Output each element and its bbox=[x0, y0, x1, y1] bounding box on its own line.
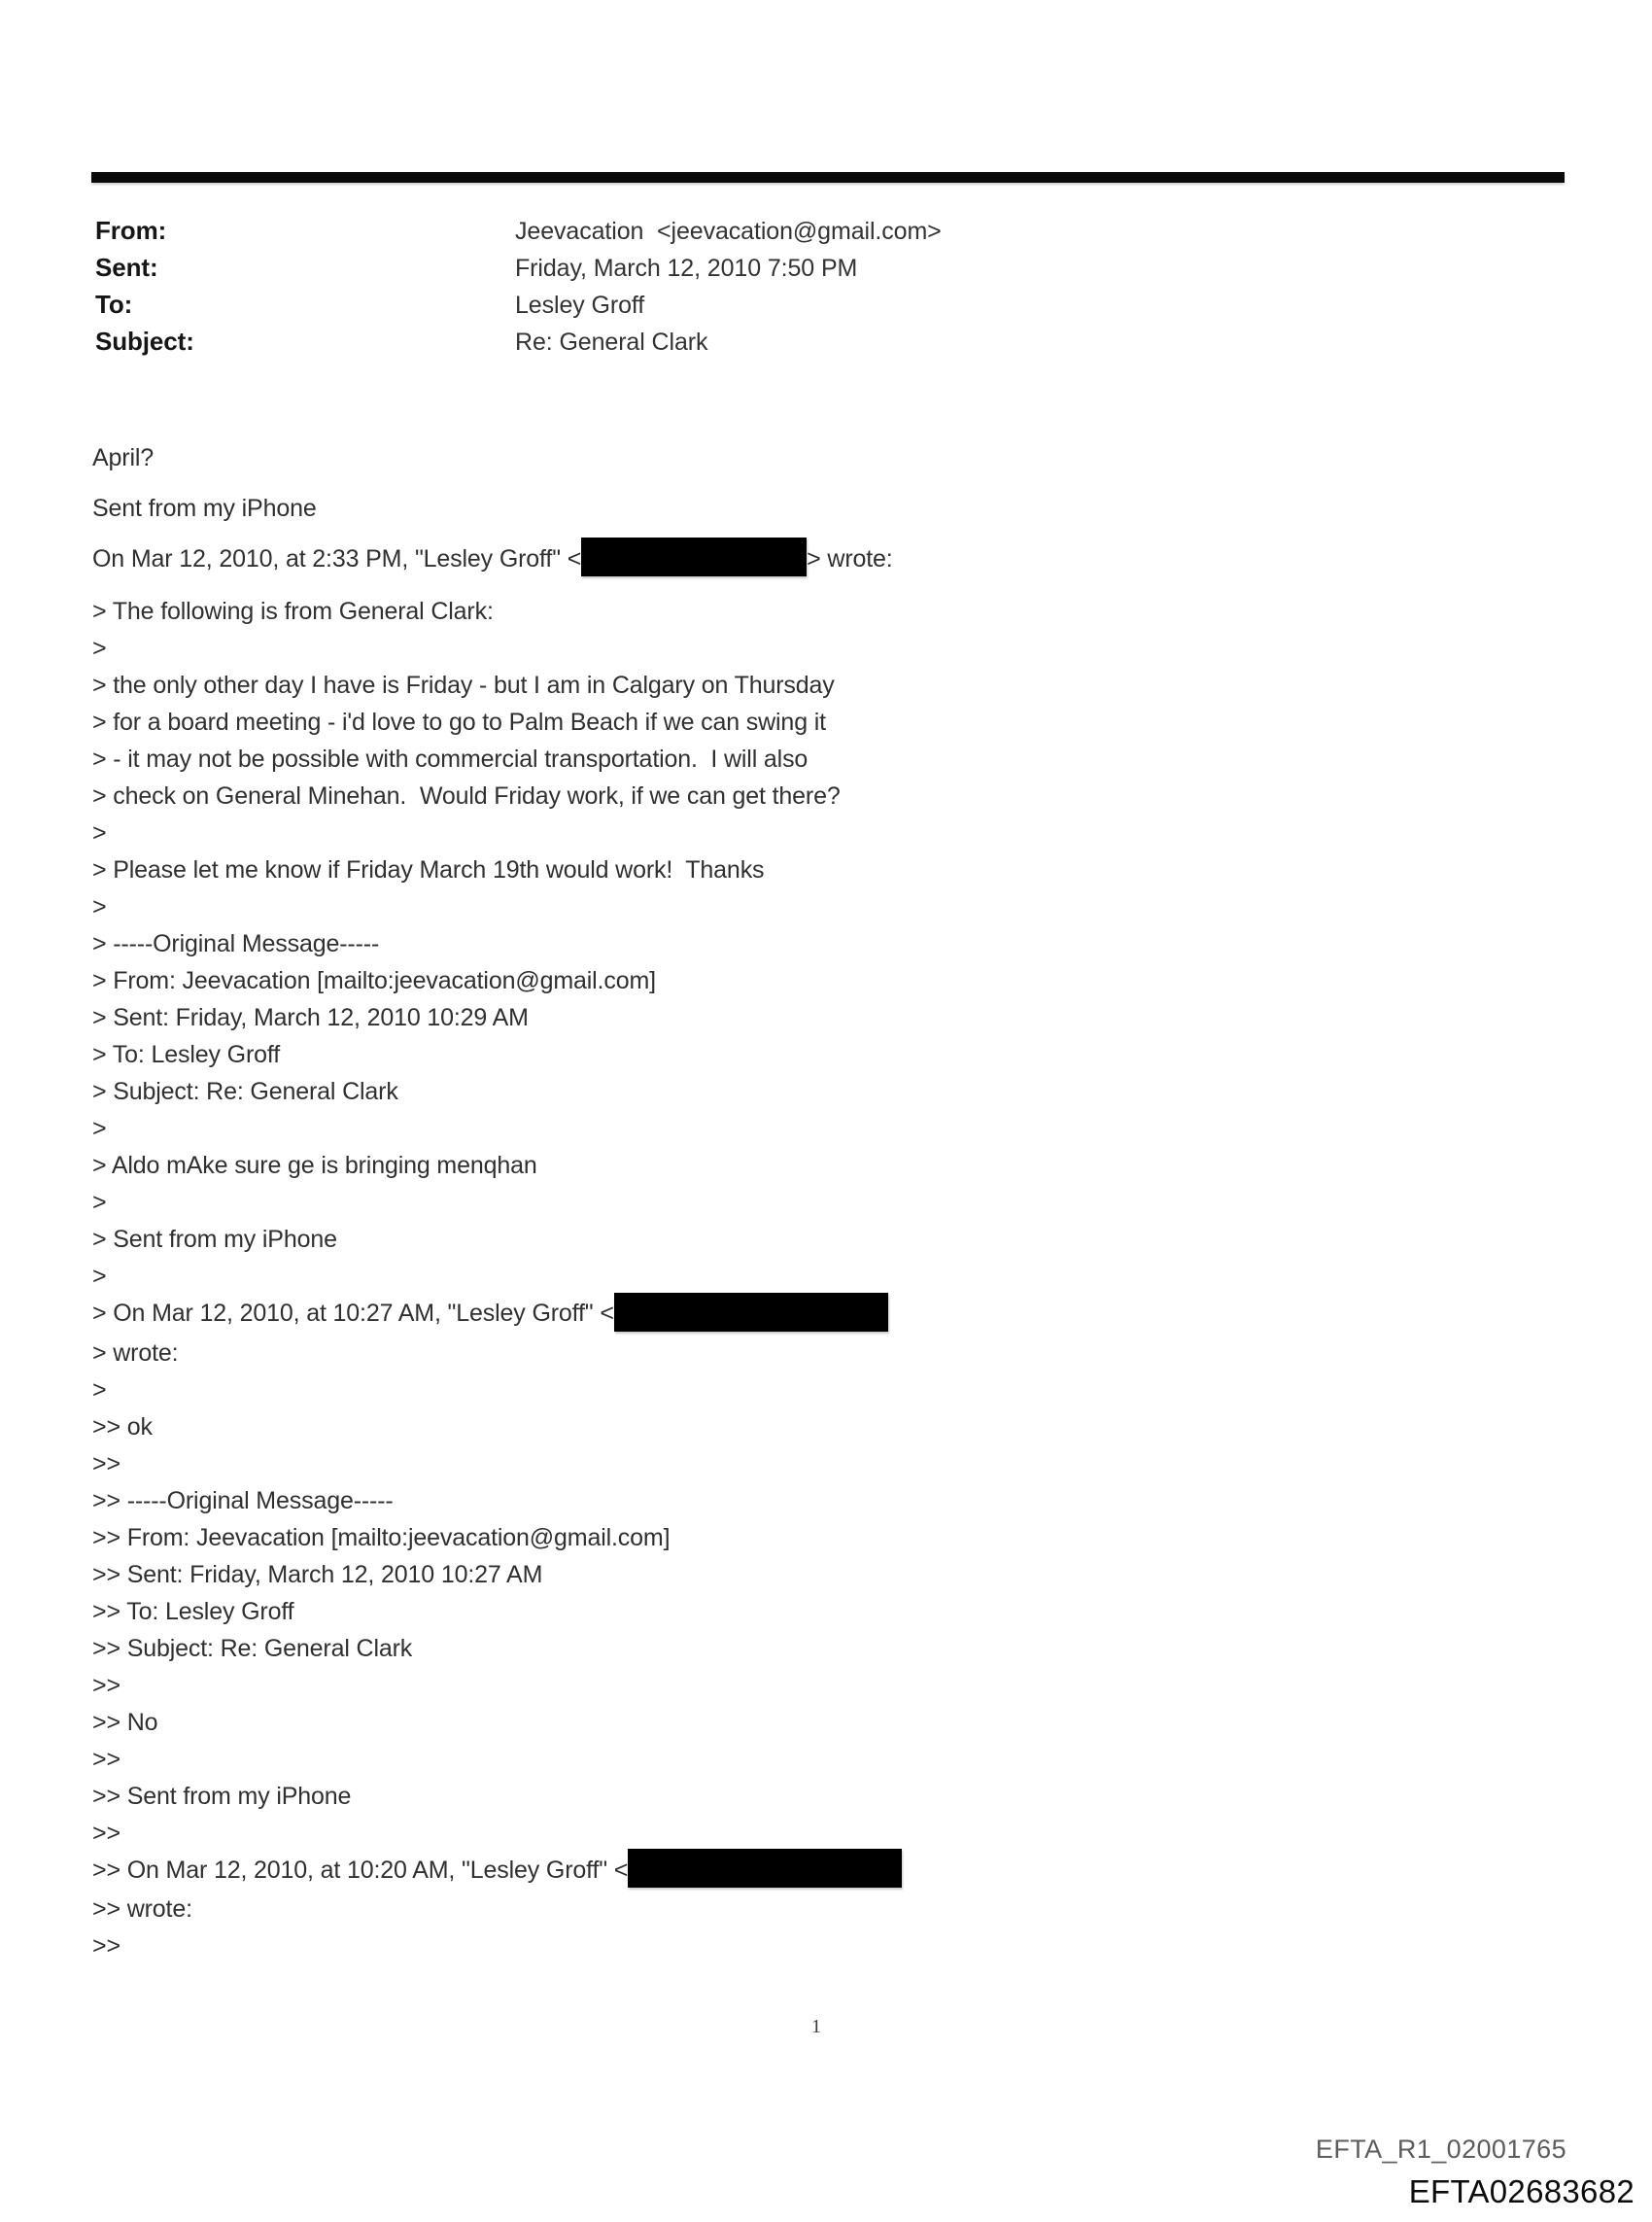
body-line-text-before-redaction: On Mar 12, 2010, at 2:33 PM, "Lesley Groff" < bbox=[92, 545, 582, 573]
body-line-text: >> Sent from my iPhone bbox=[92, 1782, 352, 1810]
body-line-text: > bbox=[92, 893, 107, 921]
body-line bbox=[92, 1519, 1531, 1556]
body-line-text: >> bbox=[92, 1819, 120, 1847]
body-line bbox=[92, 999, 1531, 1036]
body-line-text: >> bbox=[92, 1671, 120, 1699]
redaction-bar bbox=[614, 1293, 888, 1332]
body-line-text: > bbox=[92, 819, 107, 848]
body-line bbox=[92, 1482, 1531, 1519]
body-line-text-after-redaction: > wrote: bbox=[807, 545, 893, 573]
body-line bbox=[92, 1221, 1531, 1258]
redaction-bar bbox=[581, 538, 807, 576]
header-value-to: Lesley Groff bbox=[515, 292, 645, 319]
body-paragraph-spacer bbox=[92, 527, 1531, 540]
body-line bbox=[92, 667, 1531, 704]
body-line bbox=[92, 1704, 1531, 1741]
header-row-from bbox=[95, 216, 1456, 253]
email-header bbox=[95, 216, 1456, 364]
body-line bbox=[92, 1258, 1531, 1295]
body-line-text: > bbox=[92, 635, 107, 663]
body-line bbox=[92, 1110, 1531, 1147]
body-line bbox=[92, 815, 1531, 851]
header-label-subject: Subject: bbox=[95, 327, 194, 356]
body-line bbox=[92, 1891, 1531, 1927]
body-line bbox=[92, 1335, 1531, 1371]
body-line-text: >> To: Lesley Groff bbox=[92, 1597, 294, 1625]
body-line bbox=[92, 1667, 1531, 1704]
body-line-text: > -----Original Message----- bbox=[92, 930, 380, 958]
body-line bbox=[92, 1741, 1531, 1778]
header-value-sent: Friday, March 12, 2010 7:50 PM bbox=[515, 255, 858, 282]
body-line-text: >> No bbox=[92, 1708, 158, 1736]
body-line-text: April? bbox=[92, 444, 155, 471]
body-line-text: >> bbox=[92, 1932, 120, 1961]
body-line-text: > bbox=[92, 1263, 107, 1291]
header-rule-divider bbox=[91, 172, 1565, 183]
body-line-text: > Sent: Friday, March 12, 2010 10:29 AM bbox=[92, 1004, 529, 1032]
body-line bbox=[92, 1927, 1531, 1964]
body-line bbox=[92, 1778, 1531, 1815]
header-row-sent bbox=[95, 253, 1456, 290]
body-line bbox=[92, 1184, 1531, 1221]
body-line-text: Sent from my iPhone bbox=[92, 495, 317, 522]
body-line-text: >> wrote: bbox=[92, 1895, 192, 1924]
header-row-to bbox=[95, 290, 1456, 327]
body-paragraph-spacer bbox=[92, 476, 1531, 490]
body-line-text: > From: Jeevacation [mailto:jeevacation@gmail.com] bbox=[92, 967, 656, 995]
body-line bbox=[92, 1445, 1531, 1482]
body-line-text: > To: Lesley Groff bbox=[92, 1041, 281, 1069]
body-line-text: > wrote: bbox=[92, 1338, 179, 1367]
body-line-text: > bbox=[92, 1189, 107, 1217]
email-body bbox=[92, 439, 1531, 1964]
body-line bbox=[92, 593, 1531, 630]
bates-stamp-upper: EFTA_R1_02001765 bbox=[1315, 2135, 1566, 2164]
body-line bbox=[92, 851, 1531, 888]
body-line-text: >> ok bbox=[92, 1412, 153, 1441]
body-line-text: > Subject: Re: General Clark bbox=[92, 1078, 398, 1106]
header-label-from: From: bbox=[95, 216, 167, 245]
body-line-redacted bbox=[92, 540, 1531, 579]
body-line bbox=[92, 925, 1531, 962]
body-line bbox=[92, 704, 1531, 741]
body-line-text: >> Sent: Friday, March 12, 2010 10:27 AM bbox=[92, 1560, 543, 1588]
body-line bbox=[92, 1147, 1531, 1184]
body-line-text: > bbox=[92, 1115, 107, 1143]
body-line bbox=[92, 1556, 1531, 1593]
body-line bbox=[92, 1073, 1531, 1110]
body-line bbox=[92, 1593, 1531, 1630]
page-number bbox=[0, 2016, 1652, 2038]
body-line bbox=[92, 778, 1531, 815]
body-line bbox=[92, 741, 1531, 778]
body-paragraph-spacer bbox=[92, 579, 1531, 593]
body-line-text: >> bbox=[92, 1449, 120, 1477]
body-line-text: > - it may not be possible with commercial transportation. I will also bbox=[92, 746, 809, 774]
body-line-text: > bbox=[92, 1375, 107, 1404]
body-line bbox=[92, 1036, 1531, 1073]
body-line-text: > for a board meeting - i'd love to go to Palm Beach if we can swing it bbox=[92, 709, 826, 737]
redaction-bar bbox=[628, 1849, 902, 1888]
body-line-text: >> Subject: Re: General Clark bbox=[92, 1634, 413, 1662]
header-value-subject: Re: General Clark bbox=[515, 329, 708, 356]
body-line bbox=[92, 1630, 1531, 1667]
body-line bbox=[92, 439, 1531, 476]
bates-stamp-lower: EFTA02683682 bbox=[1408, 2173, 1635, 2209]
body-line bbox=[92, 1408, 1531, 1445]
body-line-text: > Please let me know if Friday March 19th would work! Thanks bbox=[92, 856, 765, 885]
body-line-text-before-redaction: > On Mar 12, 2010, at 10:27 AM, "Lesley Groff" < bbox=[92, 1300, 614, 1328]
page-number-value: 1 bbox=[811, 2016, 821, 2037]
body-line bbox=[92, 1815, 1531, 1852]
body-line-text: >> -----Original Message----- bbox=[92, 1486, 394, 1514]
body-line-redacted bbox=[92, 1852, 1531, 1891]
body-line bbox=[92, 490, 1531, 527]
body-line-text: >> From: Jeevacation [mailto:jeevacation@gmail.com] bbox=[92, 1523, 671, 1551]
body-line-text: > check on General Minehan. Would Friday work, if we can get there? bbox=[92, 782, 841, 811]
body-line-text: > The following is from General Clark: bbox=[92, 598, 494, 626]
body-line bbox=[92, 1371, 1531, 1408]
body-line-text-before-redaction: >> On Mar 12, 2010, at 10:20 AM, "Lesley Groff" < bbox=[92, 1856, 629, 1884]
body-line bbox=[92, 962, 1531, 999]
body-line-text: > Sent from my iPhone bbox=[92, 1226, 337, 1254]
body-line-text: > the only other day I have is Friday - but I am in Calgary on Thursday bbox=[92, 672, 835, 700]
body-line-text: > Aldo mAke sure ge is bringing menqhan bbox=[92, 1152, 537, 1180]
body-line bbox=[92, 888, 1531, 925]
header-label-sent: Sent: bbox=[95, 253, 158, 282]
body-line-redacted bbox=[92, 1295, 1531, 1334]
header-label-to: To: bbox=[95, 290, 133, 319]
body-line bbox=[92, 630, 1531, 667]
header-row-subject bbox=[95, 327, 1456, 364]
body-line-text: >> bbox=[92, 1745, 120, 1773]
header-value-from: Jeevacation <jeevacation@gmail.com> bbox=[515, 218, 942, 245]
